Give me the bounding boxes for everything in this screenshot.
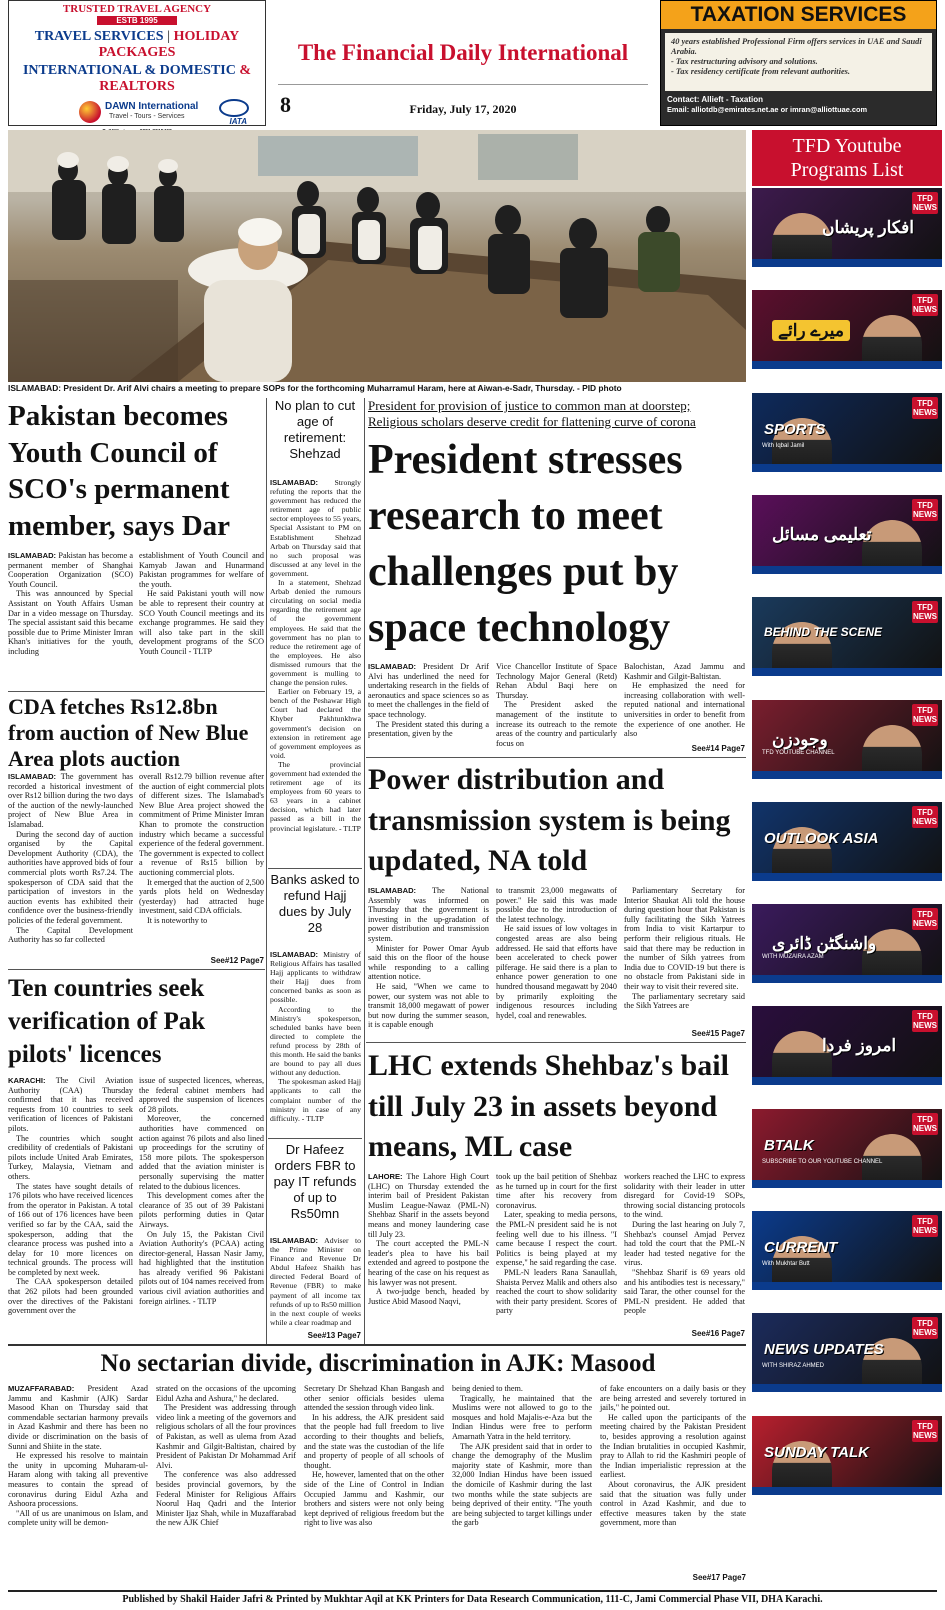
story4-col1b: During the second day of auction organised by the Capital Development Authority (CDA), the authorities have approved bids of four commercial plots worth Rs7.24. The spokesperson of CDA said that the participation of investors in the auction events has exhibited their confidence over the business-friendly policies of the federal government. [8, 829, 133, 925]
story8-body1: Adviser to the Prime Minister on Finance and Revenue Dr Abdul Hafeez Shaikh has directed Federal Board of Revenue (FBR) to make payment of all income tax refunds of up to Rs50 million in the next couple of weeks while a clear roadmap and [270, 1236, 361, 1327]
story9-col1c: A two-judge bench, headed by Justice Abid Masood Naqvi, [368, 1287, 489, 1306]
story7-col1-text: The Civil Aviation Authority (CAA) Thursday confirmed that it has received requests from 10 countries to seek verification of licences of Pakistani pilots. [8, 1076, 133, 1133]
story2-bottom-rule [268, 868, 362, 869]
program-bottom-strip [752, 1487, 942, 1495]
story10-col5c: About coronavirus, the AJK president said that the situation was fully under control in Azad Kashmir, and due to effective measures taken by the state government, more than [600, 1479, 746, 1528]
story1-col2-text: establishment of Youth Council and Kamyab Jawan and Hunarmand Pakistan programmes for welfare of the youth. [139, 551, 264, 589]
program-title: BTALK [764, 1136, 814, 1154]
youtube-header: TFD Youtube Programs List [752, 130, 942, 186]
story3-col1-text: President Dr Arif Alvi has underlined the need for undertaking research in the fields of aeronautics and space sciences so as to meet the challenges in the field of space technology. [368, 662, 489, 719]
masthead-divider [278, 84, 648, 85]
story6-col2 [496, 886, 617, 1040]
tax-ad-line1: 40 years established Professional Firm offers services in UAE and Saudi Arabia. [671, 37, 922, 56]
story7-col1 [8, 1076, 133, 1344]
program-title: OUTLOOK ASIA [764, 829, 879, 847]
tax-ad-email: Email: alliotdb@emirates.net.ae or imran@alliottuae.com [667, 105, 868, 114]
masthead-title: The Financial Daily International [297, 40, 629, 65]
taxation-ad [660, 0, 937, 126]
story10-dateline: MUZAFFARABAD: [8, 1384, 75, 1393]
story4-col2 [139, 772, 264, 956]
story10-col3b: In his address, the AJK president said that the people had full freedom to live according to their thoughts and beliefs, and the state was the custodian of the life and property of people of all schools of thought. [304, 1412, 444, 1470]
youtube-program-thumb[interactable] [752, 1109, 942, 1188]
story10-col5 [600, 1384, 746, 1572]
tfd-news-logo: TFD NEWS [913, 603, 937, 622]
tax-ad-title: TAXATION SERVICES [661, 1, 936, 29]
youtube-sidebar [752, 130, 942, 1520]
story4-col1-text: The government has recorded a historical investment of over Rs12 billion during the two days of the auction of the newly-launched project of New Blue Area in Islamabad. [8, 772, 133, 829]
story9-col3b: During the last hearing on July 7, Shehbaz's counsel Amjad Pervez had told the court that the PML-N leader had tested negative for the virus. [624, 1219, 745, 1268]
story2-headline: No plan to cut age of retirement: Shehzad [274, 398, 356, 461]
story10-col3c: He, however, lamented that on the other side of the Line of Control in Indian Occupied Jammu and Kashmir, our brothers and sisters were not only being kept deprived of religious freedom but the right to live was also [304, 1470, 444, 1528]
story10-col5b: He called upon the participants of the meeting chaired by the Pakistan President to, besides approving a resolution against the Indian brutalities in occupied Kashmir, pray to Allah to rid the Kashmiri people of the Indian imperialistic repression at the earliest. [600, 1412, 746, 1480]
story4-bottom-rule [8, 969, 265, 970]
story3-col3b: He emphasized the need for increasing collaboration with well-reputed national and international universities in order to benefit from the experience of one another. He also [624, 681, 745, 739]
rule-left-middle [266, 398, 267, 1344]
story4-headline: CDA fetches Rs12.8bn from auction of New Blue Area plots auction [8, 694, 249, 771]
footer-imprint: Published by Shakil Haider Jafri & Printed by Mukhtar Aqil at KK Printers for Data Research Communication, 111-C, Jami Commercial Phase VII, DHA Karachi. [122, 1594, 823, 1605]
program-bottom-strip [752, 975, 942, 983]
story9-see: See#16 Page7 [691, 1329, 745, 1338]
story10-col5-text: of fake encounters on a daily basis or they are being arrested and severely tortured in jails," he pointed out. [600, 1384, 746, 1413]
program-title: SUNDAY TALK [764, 1443, 869, 1461]
story6-col1b: Minister for Power Omar Ayub said this on the floor of the house while responding to a calling attention notice. [368, 943, 489, 982]
story4-see: See#12 Page7 [210, 956, 264, 965]
program-title: امروز فردا [822, 1036, 897, 1056]
iata-logo-icon [219, 99, 249, 117]
story9-col1b: The court accepted the PML-N leader's plea to have his bail extended and agreed to postpone the hearing of the case on his request as his lawyer was not present. [368, 1239, 489, 1287]
program-bottom-strip [752, 464, 942, 472]
tfd-news-logo: TFD NEWS [913, 194, 937, 212]
story10-col3-text: Secretary Dr Shehzad Khan Bangash and other senior officials besides ulema attended the session through video link. [304, 1384, 444, 1413]
story7-col2c: This development comes after the clearance of 35 out of 39 Pakistani pilots performing duties in Qatar Airways. [139, 1191, 264, 1229]
program-bottom-strip [752, 259, 942, 267]
story6-col1-text: The National Assembly was informed on Thursday that the government is investing in the up-gradation of power distribution and transmission system. [368, 886, 489, 943]
program-bottom-strip [752, 1180, 942, 1188]
story1-col2b: He said Pakistani youth will now be able to represent their country at SCO Youth Council meetings and its exchange programmes. He said they will also take part in the skill development programs of the SCO Youth Council - TLTP [139, 589, 264, 656]
tfd-news-logo: TFD NEWS [913, 807, 937, 826]
youtube-program-thumb[interactable] [752, 700, 942, 779]
story10-headline: No sectarian divide, discrimination in AJK: Masood [100, 1350, 656, 1377]
story10-col1b: He expressed his resolve to maintain the unity in upcoming Muharam-ul-Haram along with taking all preventive measures to contain the spread of coronavirus during Eidul Azha and Ashoora processions. [8, 1451, 148, 1509]
story3-col1 [368, 662, 489, 756]
program-bottom-strip [752, 1077, 942, 1085]
story8-headline: Dr Hafeez orders FBR to pay IT refunds of up to Rs50mn [273, 1142, 357, 1221]
program-title: SPORTS [764, 420, 826, 438]
story10-col4b: Tragically, he maintained that the Muslims were not allowed to go to the mosques and hold Majalis-e-Aza but the Indian Hindus were free to perform Amarnath Yatra in the held territory. [452, 1393, 592, 1441]
story2-body [270, 478, 361, 868]
tax-ad-body [665, 33, 932, 91]
ad-trusted-line: TRUSTED TRAVEL AGENCY [62, 3, 212, 15]
story9-col2c: PML-N leaders Rana Sanaullah, Shaista Pervez Malik and others also reached the court to show solidarity with their party president. Scores of party [496, 1267, 617, 1316]
program-bottom-strip [752, 1384, 942, 1392]
ad-holiday-packages: HOLIDAY PACKAGES [98, 29, 240, 60]
youtube-program-thumb[interactable] [752, 495, 942, 574]
story6-col3b: The parliamentary secretary said the Sikh Yatrees are [624, 991, 745, 1011]
story6-col3 [624, 886, 745, 1028]
story9-headline: LHC extends Shehbaz's bail till July 23 in assets beyond means, ML case [368, 1049, 729, 1163]
story4-col1 [8, 772, 133, 968]
story4-col1c: The Capital Development Authority has so far collected [8, 925, 133, 945]
youtube-program-thumb[interactable] [752, 904, 942, 983]
story10-col1c: "All of us are unanimous on Islam, and complete unity will be demon- [8, 1508, 148, 1528]
story4-col2b: It emerged that the auction of 2,500 yards plots held on Wednesday (yesterday) had attracted huge investment, said CDA officials. [139, 877, 264, 916]
story2-dateline: ISLAMABAD: [270, 478, 319, 487]
story7-col2b: Moreover, the concerned authorities have commenced on action against 76 pilots and also lined up proceedings for the scrutiny of 158 more pilots. The spokesperson added that the aviation minister is personally supervising the matter related to the dubious licences. [139, 1114, 264, 1191]
story3-headline: President stresses research to meet challenges put by space technology [368, 437, 683, 651]
program-bottom-strip [752, 771, 942, 779]
tfd-news-logo: TFD NEWS [913, 1319, 937, 1338]
story10-col4 [452, 1384, 592, 1584]
story10-col2c: The conference was also addressed besides provincial governors, by the Federal Minister for Religious Affairs Noorul Haq Qadri and the Interior Minister Ijaz Shah, while in Muzaffarabad the new AJK Chief [156, 1470, 296, 1528]
program-subtitle: With Iqbal Jamil [762, 442, 805, 449]
tfd-news-logo: TFD NEWS [913, 910, 937, 929]
story7-col2 [139, 1076, 264, 1344]
story10-col1-text: President Azad Jammu and Kashmir (AJK) Sardar Masood Khan on Thursday said that commendable sectarian harmony prevails in Azad Kashmir and there has been no divide or discrimination on the basis of Sunni and Shiite in the state. [8, 1384, 148, 1451]
travel-agency-ad [8, 0, 266, 126]
story5-body2: According to the Ministry's spokesperson, scheduled banks have been directed to complete the refund process by 28th of this month. He said the banks are bound to pay all dues without any deduction. [270, 1004, 361, 1078]
story3-col1b: The President stated this during a presentation, given by the [368, 719, 489, 739]
story10-col4-text: being denied to them. [452, 1384, 523, 1393]
story5-body1: Ministry of Religious Affairs has tasalled Hajj applicants to withdraw their Hajj dues from concerned banks as soon as possible. [270, 950, 362, 1005]
program-bottom-strip [752, 873, 942, 881]
ad-realtors: & REALTORS [99, 63, 252, 94]
program-title: BEHIND THE SCENE [764, 625, 883, 640]
story7-dateline: KARACHI: [8, 1076, 46, 1085]
story4-dateline: ISLAMABAD: [8, 772, 57, 781]
story3-col2b: The President asked the management of the institute to increase its outreach to the remote areas of the country and particularly focus on [496, 700, 617, 748]
story6-col2b: He said issues of low voltages in congested areas are also being addressed. He said that efforts have been accelerated to check power pilferage. He said there is a plan to enhance power generation to one hundred thousand megawatt by 2040 by primarily exploiting the indigenous resources including hydel, coal and renewables. [496, 924, 617, 1020]
story7-col2-text: issue of suspected licences, whereas, the federal cabinet members had approved the suspension of licences of 28 pilots. [139, 1076, 264, 1114]
story9-col2-text: took up the bail petition of Shehbaz as he turned up in court for the first time after his recovery from coronavirus. [496, 1172, 617, 1210]
youtube-program-thumb[interactable] [752, 1006, 942, 1085]
story6-bottom-rule [366, 1042, 746, 1043]
story2-body3: Earlier on February 19, a bench of the Peshawar High Court had declared the Khyber Pakhtunkhwa government's decision on extension in retirement age of government employees as void. [270, 687, 361, 760]
youtube-program-thumb[interactable] [752, 1211, 942, 1290]
story1-col1-text: Pakistan has become a permanent member of Shanghai Cooperation Organization (SCO) Youth Council. [8, 551, 133, 589]
program-title: وجودزن [772, 729, 828, 749]
story10-col3 [304, 1384, 444, 1584]
youtube-program-thumb[interactable] [752, 597, 942, 676]
story3-col2 [496, 662, 617, 756]
program-bottom-strip [752, 668, 942, 676]
story6-headline: Power distribution and transmission system is being updated, NA told [368, 763, 731, 877]
story3-bottom-rule [366, 757, 746, 758]
tfd-news-logo: TFD NEWS [913, 398, 937, 417]
program-title: میرے رائے [772, 320, 850, 341]
story7-col2d: On July 15, the Pakistan Civil Aviation Authority's (PCAA) acting director-general, Hassan Nasir Jamy, had highlighted that the institution has already verified 96 Pakistani pilots out of 104 names received from various civil aviation authorities and foreign airlines. - TLTP [139, 1229, 264, 1306]
tfd-news-logo: TFD NEWS [913, 1114, 937, 1133]
issue-date: Friday, July 17, 2020 [409, 102, 517, 116]
tfd-news-logo: TFD NEWS [913, 296, 937, 315]
story10-col2-text: strated on the occasions of the upcoming Eidul Azha and Ashura," he declared. [156, 1384, 296, 1403]
story10-col2 [156, 1384, 296, 1584]
ad-estb-line: ESTB 1995 [97, 16, 177, 25]
story1-bottom-rule [8, 691, 265, 692]
story5-headline: Banks asked to refund Hajj dues by July 28 [270, 872, 360, 935]
program-title: NEWS UPDATES [764, 1341, 884, 1359]
ad-iata: IATA [229, 117, 247, 126]
youtube-program-thumb[interactable] [752, 802, 942, 881]
story6-col1 [368, 886, 489, 1040]
story1-dateline: ISLAMABAD: [8, 551, 57, 560]
story9-dateline: LAHORE: [368, 1172, 403, 1181]
youtube-program-list [752, 188, 942, 1518]
tfd-news-logo: TFD NEWS [913, 1217, 937, 1236]
story4-col2c: It is noteworthy to [147, 915, 208, 925]
story7-col1b: The countries which sought credibility of credentials of Pakistani pilots include United Arab Emirates, Turkey, Malaysia, Vietnam and others. [8, 1133, 133, 1181]
story2-body1: Strongly refuting the reports that the government has reduced the retirement age of public sector employees to 55 years, Special Assistant to PM on Establishment Shehzad Arbab on Thursday said that no such proposal was discussed at any level in the government. [270, 478, 361, 578]
program-subtitle: TFD YOUTUBE CHANNEL [762, 749, 835, 756]
story9-col2b: Later, speaking to media persons, the PML-N president said he is not feeling well due to his illness. "I came because I respect the court. Politics is being played at my expense," he said regarding the case. [496, 1210, 617, 1268]
story1-col2 [139, 551, 264, 689]
story5-body [270, 950, 361, 1138]
footer-rule [8, 1590, 937, 1592]
story6-dateline: ISLAMABAD: [368, 886, 417, 895]
story3-kicker2: Religious scholars deserve credit for flattening curve of corona [368, 414, 696, 429]
program-subtitle: WITH MUZAIRA AZAM [762, 954, 824, 961]
youtube-program-thumb[interactable] [752, 393, 942, 472]
story8-dateline: ISLAMABAD: [270, 1236, 319, 1245]
story8-see: See#13 Page7 [307, 1331, 361, 1340]
story6-col2-text: to transmit 23,000 megawatts of power." He said this was made possible due to the introduction of the latest technology. [496, 886, 617, 924]
story9-col1-text: The Lahore High Court (LHC) on Thursday extended the interim bail of President Pakistan Muslim League-Nawaz (PML-N) Shehbaz Sharif in the assets beyond means and money laundering case till July 23. [368, 1172, 490, 1239]
youtube-program-thumb[interactable] [752, 1416, 942, 1495]
program-subtitle: WITH SHIRAZ AHMED [762, 1363, 825, 1370]
meeting-photo-illustration [8, 130, 746, 382]
story10-col4c: The AJK president said that in order to change the demography of the Muslim majority state of Kashmir, more than 32,000 Indian Hindus have been issued the domicile of Kashmir during the last two months while the state subjects are being deprived of their entity. "The youth are being subjected to target killings under the garb [452, 1441, 592, 1528]
story9-col3 [624, 1172, 745, 1328]
youtube-program-thumb[interactable] [752, 1313, 942, 1392]
program-subtitle: With Mukhtar Butt [762, 1261, 810, 1268]
program-subtitle: SUBSCRIBE TO OUR YOUTUBE CHANNEL [762, 1158, 883, 1165]
section-bottom-rule [8, 1344, 746, 1346]
story5-body3: The spokesman asked Hajj applicants to call the complaint number of the ministry in case of any difficulty. - TLTP [270, 1077, 361, 1123]
story8-body [270, 1236, 361, 1330]
story9-col3c: "Shehbaz Sharif is 69 years old and his antibodies test is necessary," said Tarar, the other counsel for the PML-N president. He added that people [624, 1267, 745, 1316]
story6-col3-text: Parliamentary Secretary for Interior Shaukat Ali told the house during question hour that Pakistan is fully facilitating the Sikh Yatrees from India to visit Kartarpur to perform their religious rituals. He said that there may be reduction in the number of Sikh yatrees from India due to COVID-19 but there is no obstacle from Pakistani side in their way to visit their revered site. [624, 886, 745, 991]
tfd-news-logo: TFD NEWS [913, 1012, 937, 1031]
masthead [272, 0, 654, 126]
ad-services-line: TRAVEL SERVICES | HOLIDAY PACKAGES [34, 29, 240, 60]
story5-bottom-rule [268, 1138, 362, 1139]
globe-logo-icon [79, 101, 101, 123]
tfd-news-logo: TFD NEWS [913, 705, 937, 724]
ad-international: INTERNATIONAL & DOMESTIC [22, 63, 236, 78]
ad-brand-sub: Travel - Tours - Services [109, 113, 185, 120]
story3-col2-text: Vice Chancellor Institute of Space Technology Major General (Retd) Rehan Abdul Baqi here on Thursday. [496, 662, 617, 700]
story10-col1 [8, 1384, 148, 1584]
photo-caption: ISLAMABAD: President Dr. Arif Alvi chairs a meeting to prepare SOPs for the forthcoming Muharramul Haram, here at Aiwan-e-Sadr, Thursday. - PID photo [8, 383, 622, 393]
story3-see: See#14 Page7 [691, 744, 745, 753]
story7-headline: Ten countries seek verification of Pak pilots' licences [8, 975, 206, 1068]
program-title: CURRENT [764, 1239, 838, 1257]
youtube-program-thumb[interactable] [752, 188, 942, 267]
story2-body2: In a statement, Shehzad Arbab denied the rumours circulating on social media regarding the retirement age of the government employees. He said that the government has no plan to reduce the retirement age of the employees. He also dismissed rumours that the government is mulling to change the pension rules. [270, 578, 361, 688]
story10-see: See#17 Page7 [692, 1573, 746, 1582]
ad-brand-row [9, 99, 265, 129]
story10-col2b: The President was addressing through video link a meeting of the governors and religious scholars of all the four provinces of Pakistan, as well as ulema from Azad Kashmir and Gilgit-Baltistan, chaired by President of Pakistan Dr Mohammad Arif Alvi. [156, 1403, 296, 1470]
meeting-photo [8, 130, 746, 382]
page-number: 8 [280, 92, 291, 117]
story3-col3 [624, 662, 745, 744]
story7-col1d: The CAA spokesperson detailed that 262 pilots had been grounded over the directives of the Pakistani government over the [8, 1277, 133, 1316]
program-bottom-strip [752, 566, 942, 574]
story2-body4: The provincial government had extended the retirement age of its employees from 60 years to 63 years in a cabinet decision, which had later passed as a bill in the provincial legislature. - TLTP [270, 759, 361, 833]
tax-ad-contact: Contact: Allieft - Taxation [667, 95, 763, 104]
tfd-news-logo: TFD NEWS [913, 1421, 937, 1440]
rule-middle-right [364, 398, 365, 1344]
story3-col3-text: Balochistan, Azad Jammu and Kashmir and Gilgit-Baltistan. [624, 662, 745, 681]
story9-col1 [368, 1172, 489, 1340]
story9-col2 [496, 1172, 617, 1340]
story6-see: See#15 Page7 [691, 1029, 745, 1038]
youtube-program-thumb[interactable] [752, 290, 942, 369]
tfd-news-logo: TFD NEWS [913, 500, 937, 519]
story5-dateline: ISLAMABAD: [270, 950, 319, 959]
story9-col3-text: workers reached the LHC to express solidarity with their leader in utter disregard for Covid-19 SOPs, throwing social distancing protocols to the wind. [624, 1172, 745, 1220]
program-bottom-strip [752, 361, 942, 369]
story4-col2-text: overall Rs12.79 billion revenue after the auction of eight commercial plots of different sizes. The Islamabad's New Blue Area project showed the commitment of Prime Minister Imran Khan to promote the construction industry which became a successful experience of the federal government. The government is expected to collect a revenue of Rs15 billion by auctioning commercial plots. [139, 772, 264, 877]
tax-ad-line3: - Tax residency certificate from relevant authorities. [671, 67, 851, 76]
ad-international-line [9, 63, 265, 95]
ad-brand: DAWN International [105, 101, 199, 112]
story3-dateline: ISLAMABAD: [368, 662, 417, 671]
story1-headline: Pakistan becomes Youth Council of SCO's permanent member, says Dar [8, 400, 231, 542]
program-bottom-strip [752, 1282, 942, 1290]
story3-kicker1: President for provision of justice to common man at doorstep; [368, 398, 691, 413]
tax-ad-line2: - Tax restructuring advisory and solutions. [671, 57, 818, 66]
ad-travel-services: TRAVEL SERVICES [34, 29, 164, 44]
program-title: تعلیمی مسائل [772, 524, 872, 544]
story7-col1c: The states have sought details of 176 pilots who have received licences from the operator in Pakistan. A total of 166 out of 176 licences have been verified so far by the CAA, said the spokesperson, adding that the clearance process was pushed into a delay for 10 more licences on technical grounds. The process will be completed by next week. [8, 1181, 133, 1277]
program-title: افکار پریشاں [822, 218, 915, 237]
program-title: واشنگٹن ڈائری [772, 934, 877, 954]
story1-col1 [8, 551, 133, 689]
story1-col1b: This was announced by Special Assistant on Youth Affairs Usman Dar in a video message on Thursday. The special assistant said this became possible due to Prime Minister Imran Khan's initiatives for the youth, including [8, 589, 133, 656]
story6-col1c: He said, "When we came to power, our system was not able to transmit 18,000 megawatt of power but now during the summer season, it is capable enough [368, 981, 489, 1030]
